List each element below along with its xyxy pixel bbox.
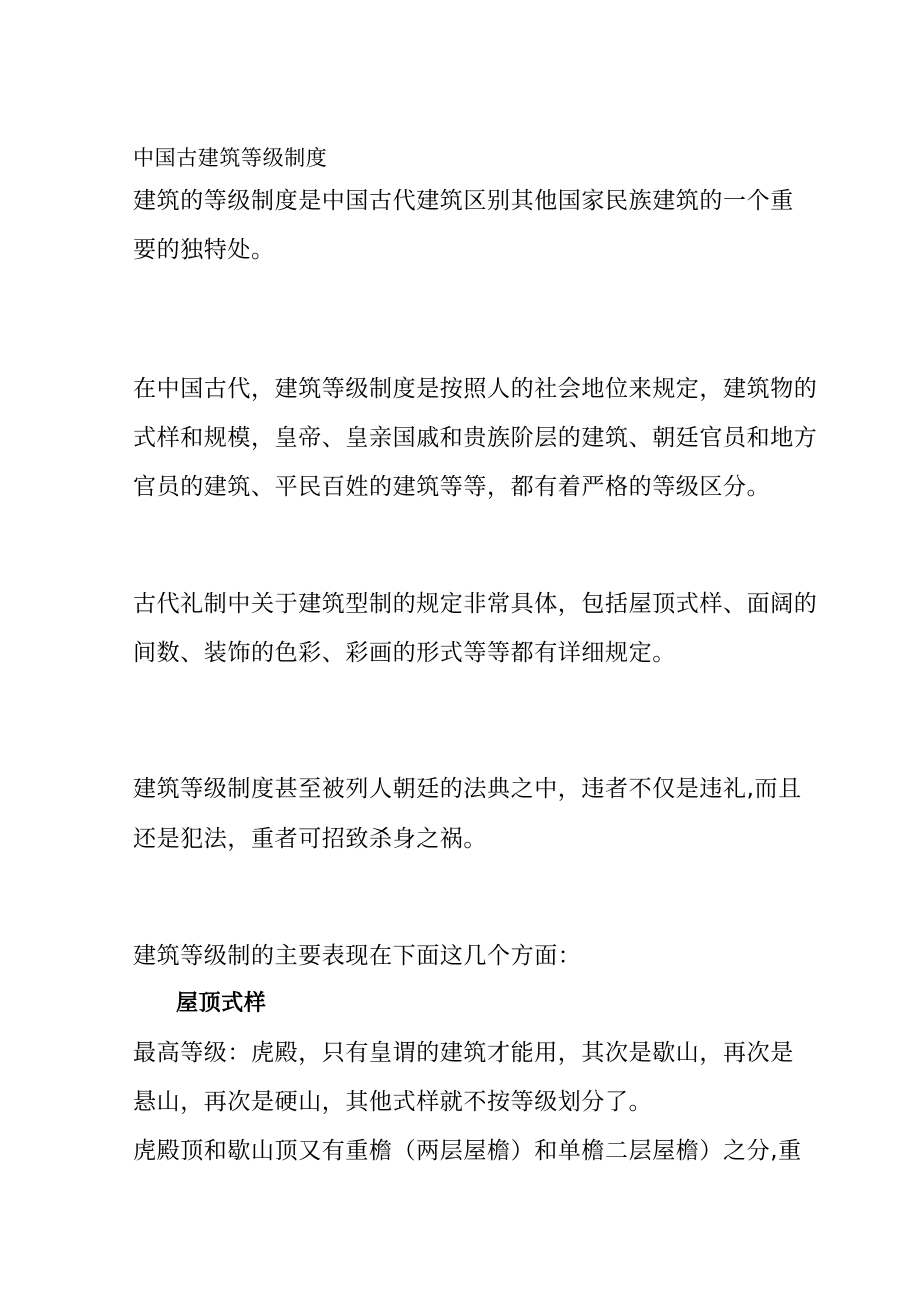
para3-line-2: 还是犯法，重者可招致杀身之祸。 (133, 826, 487, 852)
section-heading: 屋顶式样 (176, 991, 267, 1016)
para2-line-1: 古代礼制中关于建筑型制的规定非常具体，包括屋顶式样、面阔的 (133, 591, 818, 617)
para2-line-2: 间数、装饰的色彩、彩画的形式等等都有详细规定。 (133, 640, 676, 666)
section-body-line-1: 最高等级：虎殿，只有皇谓的建筑才能用，其次是歇山，再次是 (133, 1040, 794, 1066)
section-body-line-3: 虎殿顶和歇山顶又有重檐（两层屋檐）和单檐二层屋檐）之分,重 (133, 1138, 802, 1164)
para4-line-1: 建筑等级制的主要表现在下面这几个方面： (133, 943, 582, 969)
para1-line-2: 式样和规模，皇帝、皇亲国戚和贵族阶层的建筑、朝廷官员和地方 (133, 425, 818, 451)
intro-line-1: 建筑的等级制度是中国古代建筑区别其他国家民族建筑的一个重 (133, 188, 794, 214)
intro-line-2: 要的独特处。 (133, 237, 275, 263)
document-title: 中国古建筑等级制度 (133, 146, 328, 170)
para1-line-3: 官员的建筑、平民百姓的建筑等等，都有着严格的等级区分。 (133, 474, 771, 500)
para3-line-1: 建筑等级制度甚至被列人朝廷的法典之中，违者不仅是违礼,而且 (133, 776, 802, 802)
section-body-line-2: 悬山，再次是硬山，其他式样就不按等级划分了。 (133, 1089, 653, 1115)
para1-line-1: 在中国古代，建筑等级制度是按照人的社会地位来规定，建筑物的 (133, 376, 818, 402)
